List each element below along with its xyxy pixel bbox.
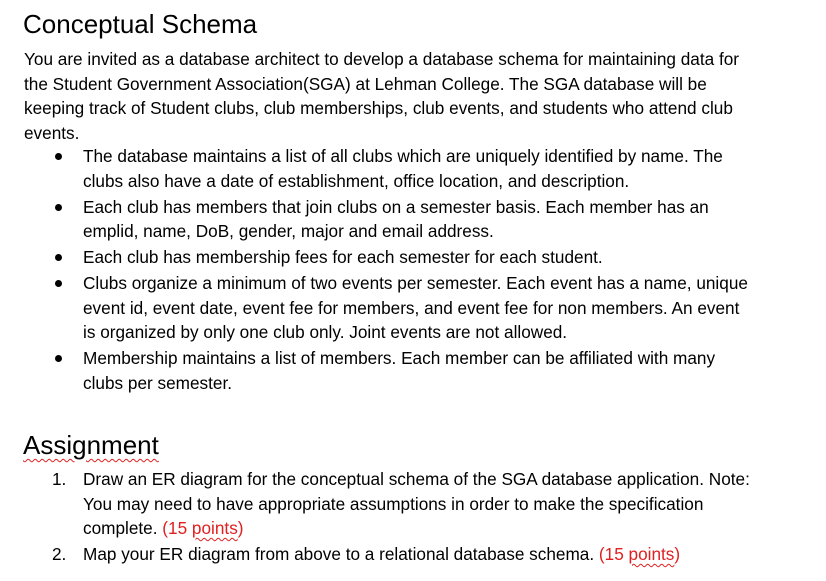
list-item-line: Each club has members that join clubs on a semester basis. Each member has an bbox=[83, 196, 709, 217]
list-number: 1. bbox=[52, 469, 67, 489]
list-item-line: Draw an ER diagram for the conceptual schema of the SGA database application. Note: bbox=[83, 469, 750, 489]
list-item bbox=[0, 195, 826, 244]
list-item bbox=[0, 271, 826, 345]
bullet-icon bbox=[55, 153, 62, 160]
list-number: 2. bbox=[52, 544, 67, 564]
list-item-line: The database maintains a list of all clubs which are uniquely identified by name. The bbox=[83, 146, 723, 166]
list-item bbox=[0, 542, 826, 567]
points-open: (15 bbox=[162, 518, 192, 538]
bullet-icon bbox=[55, 204, 62, 211]
list-item-line: Membership maintains a list of members. Each member can be affiliated with many bbox=[83, 348, 716, 368]
intro-line: events. bbox=[24, 122, 80, 143]
list-item bbox=[0, 144, 826, 193]
page-title: Conceptual Schema bbox=[23, 9, 258, 39]
list-item bbox=[0, 346, 826, 395]
list-item-line: is organized by only one club only. Joint events are not allowed. bbox=[83, 322, 568, 342]
requirements-list bbox=[0, 144, 826, 397]
list-item-line: clubs per semester. bbox=[83, 372, 233, 393]
list-item-line: Each club has membership fees for each semester for each student. bbox=[83, 247, 603, 267]
intro-line: You are invited as a database architect to develop a database schema for maintaining data for bbox=[24, 49, 740, 69]
bullet-icon bbox=[55, 280, 62, 287]
points-word: points bbox=[191, 518, 238, 538]
list-item-line: Map your ER diagram from above to a relational database schema. bbox=[83, 544, 595, 564]
intro-line: the Student Government Association(SGA) at Lehman College. The SGA database will be bbox=[24, 73, 707, 94]
list-item bbox=[0, 245, 826, 270]
points-label bbox=[162, 518, 243, 538]
list-item-last-line bbox=[83, 542, 826, 567]
bullet-icon bbox=[55, 355, 62, 362]
list-item-line: event id, event date, event fee for members, and event fee for non members. An event bbox=[83, 297, 740, 318]
list-item-line: clubs also have a date of establishment, office location, and description. bbox=[83, 170, 630, 191]
points-close: ) bbox=[237, 518, 244, 538]
section-heading bbox=[23, 428, 159, 462]
assignment-heading: Assignment bbox=[23, 430, 159, 460]
points-close: ) bbox=[674, 544, 681, 564]
list-item-last-line bbox=[83, 516, 826, 541]
list-item-line: complete. bbox=[83, 518, 158, 538]
bullet-icon bbox=[55, 254, 62, 261]
list-item-line: Clubs organize a minimum of two events per semester. Each event has a name, unique bbox=[83, 273, 748, 293]
intro-line: keeping track of Student clubs, club memberships, club events, and students who attend club bbox=[24, 98, 733, 118]
list-item-line: emplid, name, DoB, gender, major and email address. bbox=[83, 221, 494, 241]
assignment-list bbox=[0, 467, 826, 568]
list-item-line: You may need to have appropriate assumptions in order to make the specification bbox=[83, 493, 704, 514]
points-label bbox=[599, 544, 680, 564]
points-open: (15 bbox=[598, 544, 629, 564]
points-word: points bbox=[628, 544, 675, 564]
list-item bbox=[0, 467, 826, 541]
intro-paragraph bbox=[24, 47, 814, 145]
